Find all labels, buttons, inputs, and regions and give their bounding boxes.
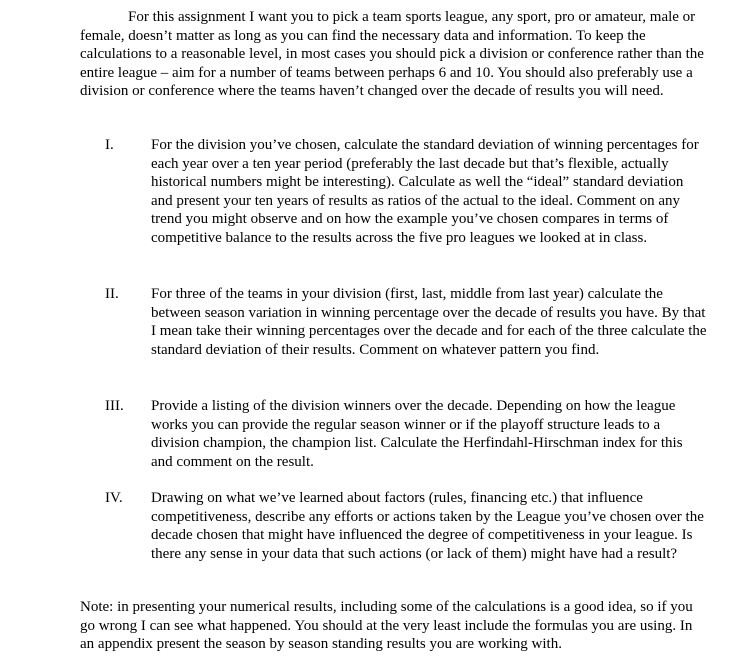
note-paragraph: Note: in presenting your numerical results, including some of the calculations is a good idea, so if you go wrong I can see what happened. You should at the very least include the formulas you are using. In an appendix present the season by season standing results you are working with.	[80, 599, 693, 653]
list-numeral: III.	[105, 398, 124, 414]
list-item-text: Provide a listing of the division winners over the decade. Depending on how the league works you can provide the regular season winner or if the playoff structure leads to a division champion, the champion list. Calculate the Herfindahl-Hirschman index for this and comment on the result.	[151, 398, 683, 470]
list-item	[80, 136, 707, 248]
list-item-text: For three of the teams in your division (first, last, middle from last year) calculate the between season variation in winning percentage over the decade of results you have. By that I mean take their winning percentages over the decade and for each of the three calculate the standard deviation of their results. Comment on whatever pattern you find.	[151, 286, 707, 358]
list-numeral: IV.	[105, 490, 123, 506]
list-numeral: I.	[105, 137, 114, 153]
list-item	[80, 489, 707, 563]
intro-paragraph: For this assignment I want you to pick a team sports league, any sport, pro or amateur, male or female, doesn’t matter as long as you can find the necessary data and information. To keep the calculations to a reasonable level, in most cases you should pick a division or conference rather than the entire league – aim for a number of teams between perhaps 6 and 10. You should also preferably use a division or conference where the teams haven’t changed over the decade of results you will need.	[80, 9, 704, 100]
list-item-text: For the division you’ve chosen, calculate the standard deviation of winning percentages for each year over a ten year period (preferably the last decade but that’s flexible, actually historical numbers might be interesting). Calculate as well the “ideal” standard deviation and present your ten years of results as ratios of the actual to the ideal. Comment on any trend you might observe and on how the example you’ve chosen compares in terms of competitive balance to the results across the five pro leagues we looked at in class.	[151, 137, 699, 246]
list-item	[80, 397, 707, 471]
list-item-text: Drawing on what we’ve learned about factors (rules, financing etc.) that influence competitiveness, describe any efforts or actions taken by the League you’ve chosen over the decade chosen that might have influenced the degree of competitiveness in your league. Is there any sense in your data that such actions (or lack of them) might have had a result?	[151, 490, 704, 562]
list-item	[80, 285, 707, 359]
list-numeral: II.	[105, 286, 119, 302]
